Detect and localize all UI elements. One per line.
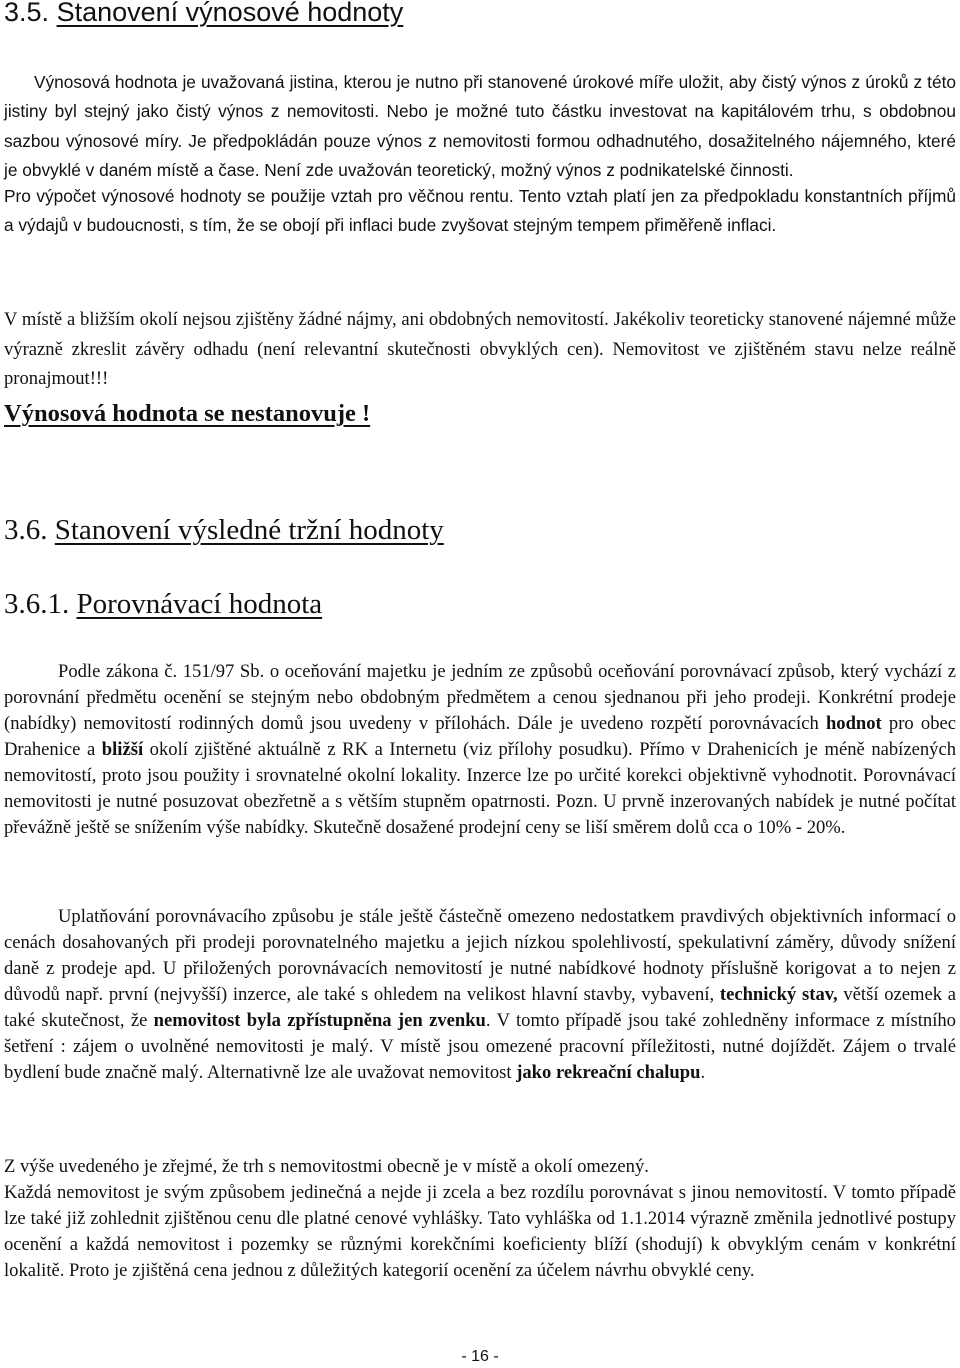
section-heading-3-5 [4,0,403,30]
paragraph-income-value: Výnosová hodnota je uvažovaná jistina, kterou je nutno při stanovené úrokové míře uložit, aby čistý výnos z úroků z této jistiny byl stejný jako čistý výnos z nemovitosti. Nebo je možné tuto částku investovat na kapitálovém trhu, s obdobnou sazbou výnosové míry. Je předpokládán pouze výnos z nemovitosti formou odhadnutého, dosažitelného nájemného, které je obvyklé v daném místě a čase. Není zde uvažován teoretický, možný výnos z podnikatelské činnosti. [4,72,956,180]
page-number: - 16 - [461,1348,499,1365]
conclusion-statement: Výnosová hodnota se nestanovuje ! [4,400,371,427]
paragraph-comparative-method: Podle zákona č. 151/97 Sb. o oceňování majetku je jedním ze způsobů oceňování porovnávací způsob, který vychází z porovnání předmětu ocenění se stejným nebo obdobným předmětem a cenou sjednanou při jeho prodeji. Konkrétní prodeje (nabídky) nemovitostí rodinných domů jsou uvedeny v přílohách. Dále je uvedeno rozpětí porovnávacích hodnot pro obec Drahenice a bližší okolí zjištěné aktuálně z RK a Internetu (viz přílohy posudku). Přímo v Drahenicích je méně nabízených nemovitostí, proto jsou použity i srovnatelné okolní lokality. Inzerce lze po určité korekci objektivně vyhodnotit. Porovnávací nemovitosti je nutné posuzovat obezřetně a s větším stupněm opatrnosti. Pozn. U prvně inzerovaných nabídek je nutné počítat převážně ještě se snížením výše nabídky. Skutečně dosažené prodejní ceny se liší směrem dolů cca o 10% - 20%. [4,661,956,838]
paragraph-perpetuity: Pro výpočet výnosové hodnoty se použije vztah pro věčnou rentu. Tento vztah platí jen za předpokladu konstantních příjmů a výdajů v budoucnosti, s tím, že se obojí při inflaci bude zvyšovat stejným tempem přiměřeně inflaci. [4,186,956,236]
section-title: Stanovení výsledné tržní hodnoty [54,514,444,546]
section-heading-3-6 [4,510,444,550]
section-heading-3-6-1 [4,584,322,624]
section-title: Porovnávací hodnota [76,588,323,620]
paragraph-market-limited: Z výše uvedeného je zřejmé, že trh s nemovitostmi obecně je v místě a okolí omezený. [4,1156,649,1177]
section-number: 3.6.1. [4,588,70,620]
section-number: 3.5. [4,0,50,27]
paragraph-unique-property: Každá nemovitost je svým způsobem jedinečná a nejde ji zcela a bez rozdílu porovnávat s jinou nemovitostí. V tomto případě lze také již zohlednit zjištěnou cenu dle platné cenové vyhlášky. Tato vyhláška od 1.1.2014 výrazně změnila jednotlivé postupy ocenění a každá nemovitost i pozemky se různými korekčními koeficienty blíží (shodují) k obvyklým cenám v konkrétní lokalitě. Proto je zjištěná cena jednou z důležitých kategorií ocenění za účelem návrhu obvyklé ceny. [4,1182,956,1281]
paragraph-no-rent: V místě a bližším okolí nejsou zjištěny žádné nájmy, ani obdobných nemovitostí. Jakékoliv teoreticky stanovené nájemné může výrazně zkreslit závěry odhadu (není relevantní skutečnosti obvyklých cen). Nemovitost ve zjištěném stavu nelze reálně pronajmout!!! [4,309,956,389]
section-number: 3.6. [4,514,48,546]
section-title: Stanovení výnosové hodnoty [56,0,404,27]
paragraph-comparative-application: Uplatňování porovnávacího způsobu je stále ještě částečně omezeno nedostatkem pravdivých objektivních informací o cenách dosahovaných při prodeji porovnatelného majetku a jejich nízkou spolehlivostí, spekulativní záměry, důvody snížení daně z prodeje apd. U přiložených porovnávacích nemovitostí je nutné nabídkové hodnoty příslušně korigovat a to nejen z důvodů např. první (nejvyšší) inzerce, ale také s ohledem na velikost hlavní stavby, vybavení, technický stav, větší ozemek a také skutečnost, že nemovitost byla zpřístupněna jen zvenku. V tomto případě jsou také zohledněny informace z místního šetření : zájem o uvolněné nemovitosti je malý. V místě jsou omezené pracovní příležitosti, nutné dojíždět. Zájem o trvalé bydlení bude značně malý. Alternativně lze ale uvažovat nemovitost jako rekreační chalupu. [4,906,956,1083]
